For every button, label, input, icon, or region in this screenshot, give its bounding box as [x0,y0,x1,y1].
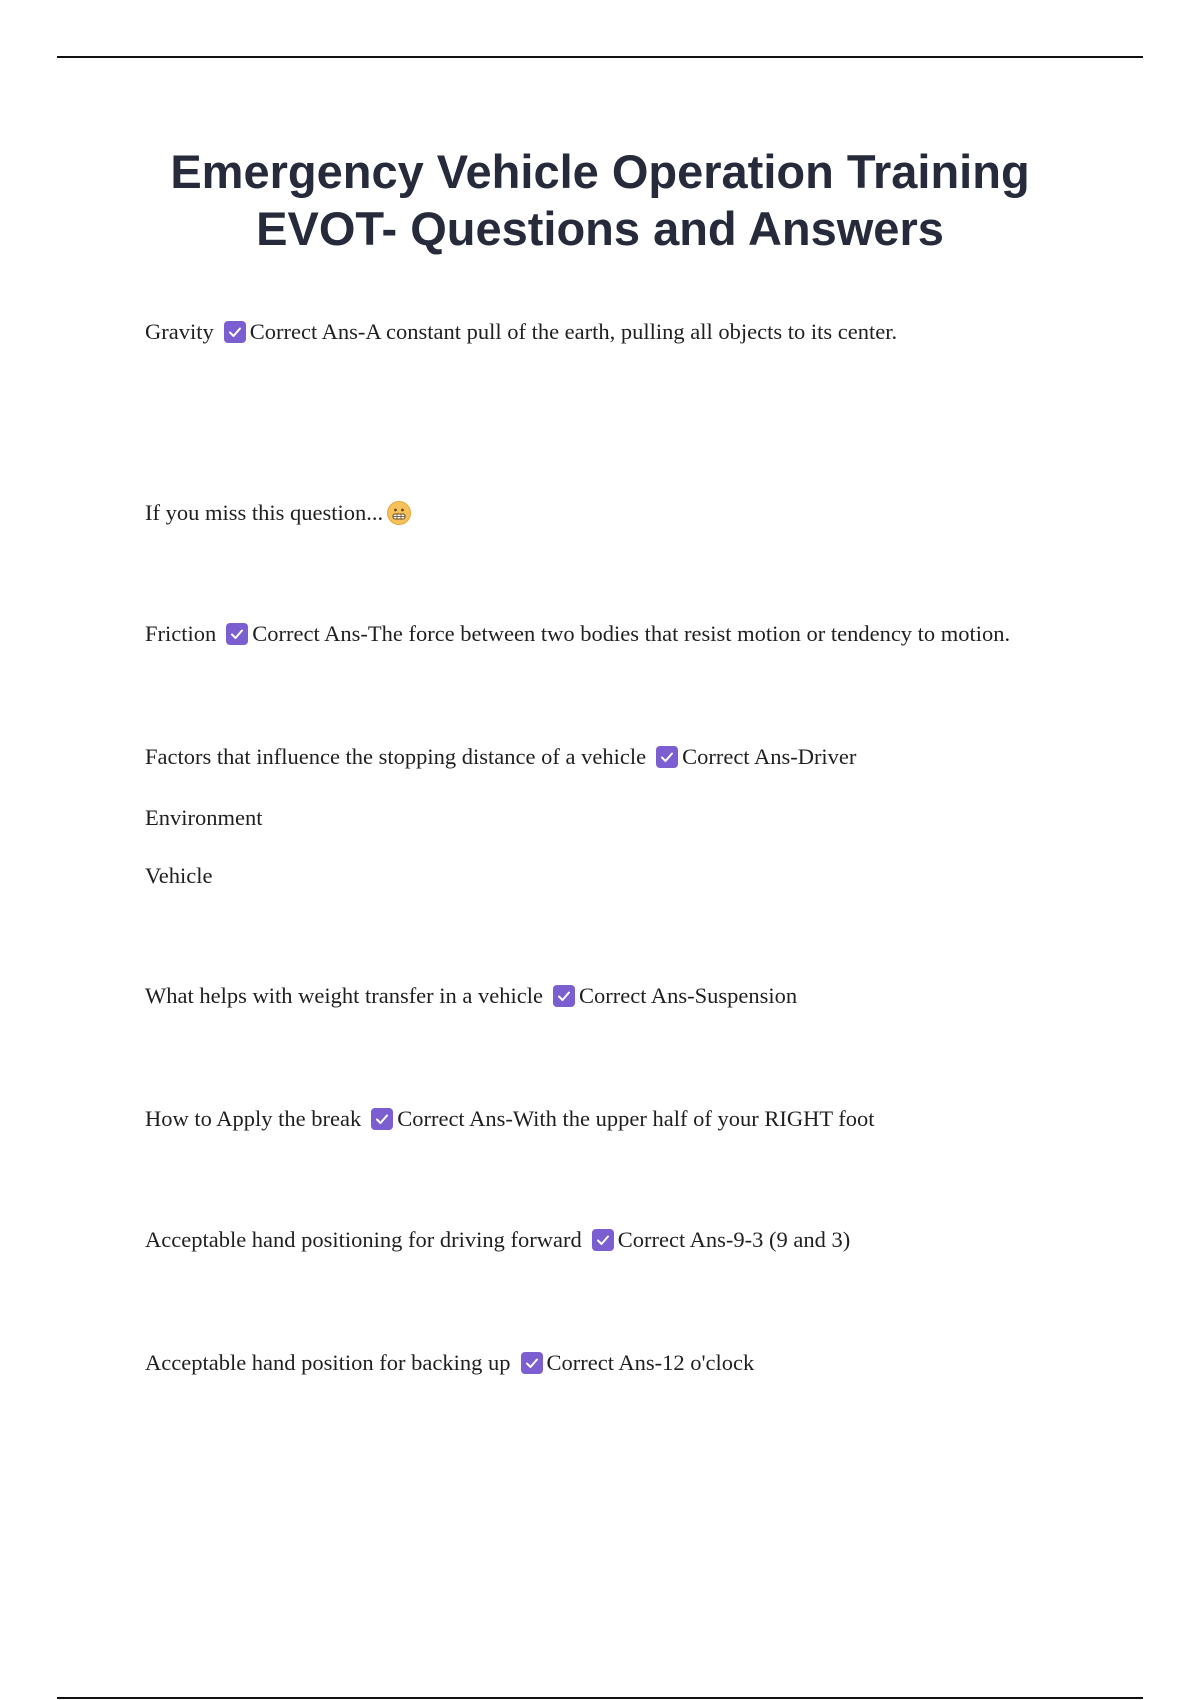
top-rule [57,56,1143,58]
check-icon [656,746,678,768]
qa-item-friction [145,619,1010,649]
title-line-2: EVOT- Questions and Answers [256,202,944,255]
check-icon [521,1352,543,1374]
check-icon [592,1229,614,1251]
qa-note [145,498,411,528]
page-title [60,143,1140,257]
answer-text: Correct Ans-The force between two bodies that resist motion or tendency to motion. [252,621,1011,646]
question-text: Acceptable hand position for backing up [145,1350,511,1375]
question-text: Factors that influence the stopping distance of a vehicle [145,744,647,769]
qa-item-hand-backing [145,1348,754,1378]
question-text: Gravity [145,319,214,344]
answer-continuation: Vehicle [145,863,213,888]
qa-item-hand-forward [145,1225,850,1255]
grimacing-face-icon [387,501,411,525]
question-text: What helps with weight transfer in a vehicle [145,983,543,1008]
title-line-1: Emergency Vehicle Operation Training [170,145,1030,198]
check-icon [224,321,246,343]
qa-item-apply-break [145,1104,875,1134]
answer-text: Correct Ans-With the upper half of your RIGHT foot [397,1106,875,1131]
check-icon [553,985,575,1007]
qa-item-stopping-distance [145,742,856,772]
check-icon [226,623,248,645]
qa-item-gravity [145,317,897,347]
question-text: How to Apply the break [145,1106,362,1131]
answer-text: Correct Ans-Suspension [579,983,798,1008]
question-text: Friction [145,621,217,646]
note-text: If you miss this question... [145,500,384,525]
answer-continuation: Environment [145,805,263,830]
answer-text: Correct Ans-A constant pull of the earth, pulling all objects to its center. [249,319,898,344]
qa-item-weight-transfer [145,981,797,1011]
answer-text: Correct Ans-Driver [682,744,857,769]
question-text: Acceptable hand positioning for driving forward [145,1227,582,1252]
bottom-rule [57,1697,1143,1699]
check-icon [371,1108,393,1130]
answer-text: Correct Ans-12 o'clock [546,1350,755,1375]
answer-text: Correct Ans-9-3 (9 and 3) [617,1227,851,1252]
